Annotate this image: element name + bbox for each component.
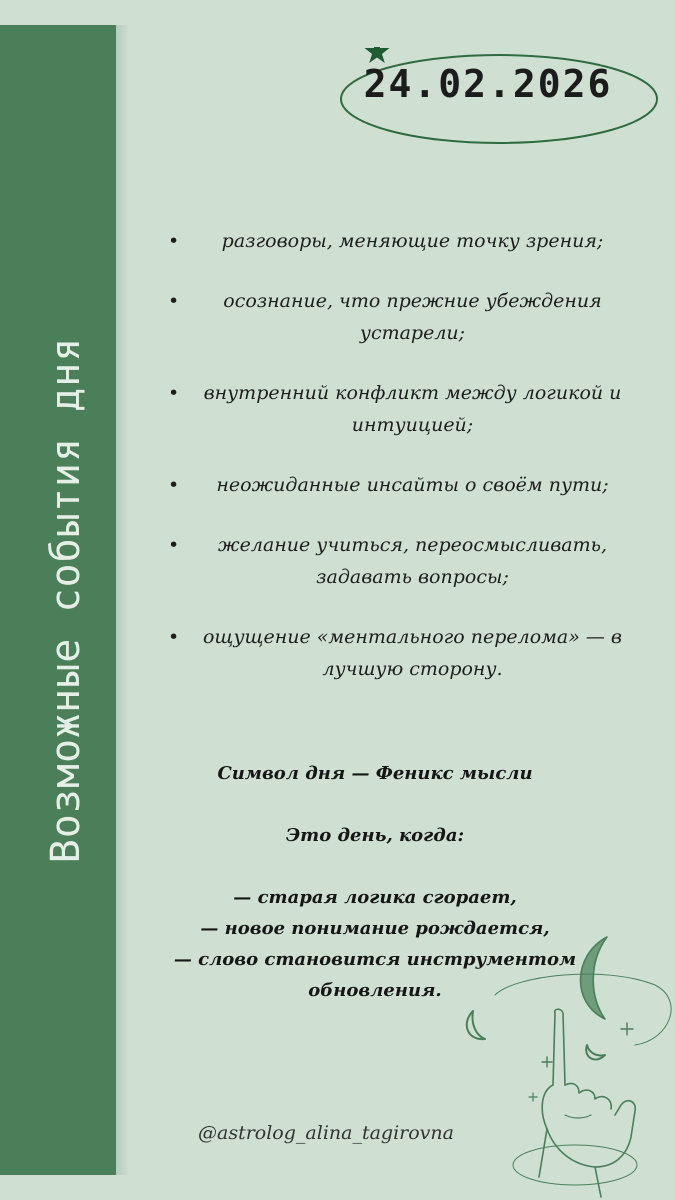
bullet-icon: •: [168, 626, 180, 648]
symbol-line: — новое понимание рождается,: [200, 918, 550, 939]
event-item: [160, 225, 645, 257]
symbol-line: — слово становится инструментом: [173, 949, 577, 970]
event-item-text: ощущение «ментального перелома» — в: [202, 626, 622, 648]
bullet-icon: •: [168, 230, 180, 252]
event-item: [160, 285, 645, 349]
orbit-ellipse: [513, 1145, 637, 1185]
event-item-text: неожиданные инсайты о своём пути;: [216, 474, 609, 496]
event-item-text: лучшую сторону.: [322, 658, 503, 680]
crescent-moon-icon: [586, 1045, 605, 1060]
sidebar-title: Возможные события дня: [43, 336, 89, 864]
pointing-hand-icon: [539, 1009, 635, 1197]
event-item-text: осознание, что прежние убеждения: [223, 290, 602, 312]
bullet-icon: •: [168, 474, 180, 496]
event-item: [160, 621, 645, 685]
event-item-text: устарели;: [359, 322, 466, 344]
event-item: [160, 469, 645, 501]
star-icon: [365, 47, 390, 63]
crescent-moon-icon: [580, 937, 607, 1019]
event-item-text: интуицией;: [351, 414, 474, 436]
hand-moon-illustration: [455, 915, 675, 1200]
bullet-icon: •: [168, 534, 180, 556]
event-item-text: задавать вопросы;: [316, 566, 509, 588]
sidebar-shadow: [116, 25, 130, 1175]
event-item: [160, 529, 645, 593]
event-item: [160, 377, 645, 441]
bullet-icon: •: [168, 382, 180, 404]
symbol-title: Символ дня — Феникс мысли: [217, 763, 533, 784]
symbol-line: — старая логика сгорает,: [233, 887, 517, 908]
events-list: [160, 225, 645, 713]
author-handle: @astrolog_alina_tagirovna: [198, 1122, 454, 1144]
symbol-intro: Это день, когда:: [285, 825, 465, 846]
date-label: 24.02.2026: [363, 62, 613, 106]
bullet-icon: •: [168, 290, 180, 312]
sparkle-icon: [529, 1023, 633, 1101]
crescent-moon-icon: [467, 1011, 485, 1039]
event-item-text: разговоры, меняющие точку зрения;: [221, 230, 604, 252]
event-item-text: желание учиться, переосмысливать,: [218, 534, 607, 556]
symbol-line: обновления.: [308, 980, 442, 1001]
event-item-text: внутренний конфликт между логикой и: [203, 382, 622, 404]
